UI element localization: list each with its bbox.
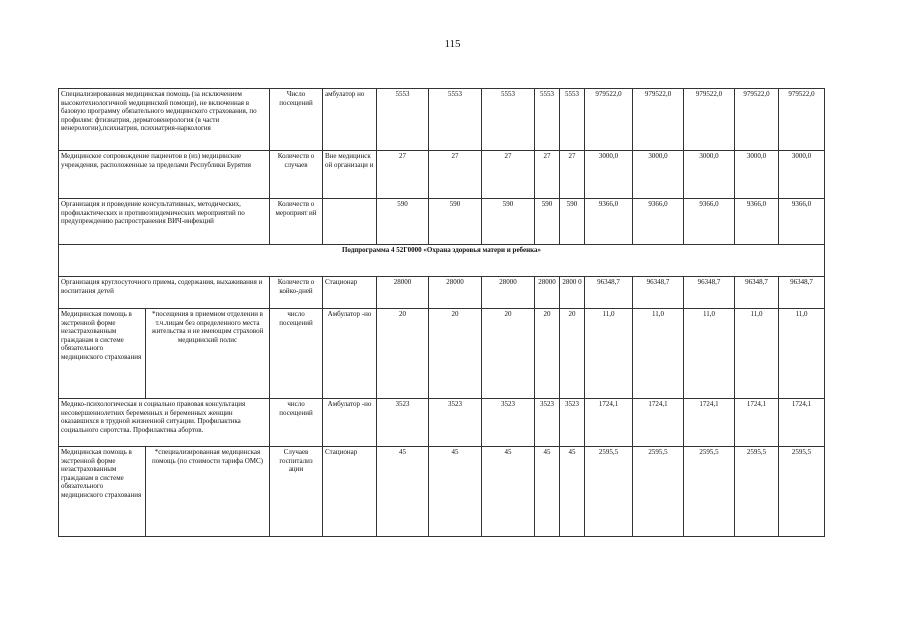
cost-cell: 96348,7: [779, 277, 825, 309]
condition-cell: Стационар: [323, 447, 377, 537]
service-detail: *посещения в приемном отделении в т.ч.лицам без определенного места жительства и не имеющим страховой медицинский полис: [146, 309, 270, 399]
volume-cell: 20: [429, 309, 482, 399]
cost-cell: 9366,0: [735, 199, 779, 245]
condition-cell: Стационар: [323, 277, 377, 309]
volume-cell: 3523: [482, 399, 535, 447]
cost-cell: 9366,0: [633, 199, 684, 245]
volume-cell: 27: [560, 151, 585, 199]
service-detail: *специализированная медицинская помощь (по стоимости тарифа ОМС): [146, 447, 270, 537]
cost-cell: 9366,0: [585, 199, 633, 245]
volume-cell: 3523: [535, 399, 560, 447]
data-table: [58, 88, 825, 537]
service-name: Медицинская помощь в экстренной форме незастрахованным гражданам в системе обязательного медицинского страхования: [59, 309, 146, 399]
volume-cell: 45: [429, 447, 482, 537]
table-row: [59, 199, 825, 245]
table-row: [59, 309, 825, 399]
volume-cell: 27: [429, 151, 482, 199]
table-row: [59, 89, 825, 151]
volume-cell: 28000: [535, 277, 560, 309]
cost-cell: 1724,1: [585, 399, 633, 447]
cost-cell: 9366,0: [684, 199, 735, 245]
volume-cell: 28000: [377, 277, 429, 309]
cost-cell: 3000,0: [684, 151, 735, 199]
cost-cell: 11,0: [585, 309, 633, 399]
volume-cell: 590: [535, 199, 560, 245]
volume-cell: 20: [482, 309, 535, 399]
service-name: Организация круглосуточного приема, содержания, выхаживания и воспитания детей: [59, 277, 270, 309]
section-row: [59, 245, 825, 277]
cost-cell: 9366,0: [779, 199, 825, 245]
condition-cell: Амбулатор -но: [323, 309, 377, 399]
unit-cell: Число посещений: [270, 89, 323, 151]
service-name: Организация и проведение консультативных, методических, профилактических и противоэпидемических мероприятий по предупреждению распространения ВИЧ-инфекций: [59, 199, 270, 245]
volume-cell: 590: [482, 199, 535, 245]
cost-cell: 11,0: [779, 309, 825, 399]
cost-cell: 11,0: [735, 309, 779, 399]
cost-cell: 96348,7: [585, 277, 633, 309]
cost-cell: 11,0: [633, 309, 684, 399]
volume-cell: 3523: [429, 399, 482, 447]
volume-cell: 5553: [535, 89, 560, 151]
cost-cell: 96348,7: [735, 277, 779, 309]
subprogram-heading: Подпрограмма 4 52Г0000 «Охрана здоровья матери и ребенка»: [59, 245, 825, 277]
volume-cell: 27: [377, 151, 429, 199]
cost-cell: 3000,0: [735, 151, 779, 199]
service-name: Медико-психологическая и социально правовая консультация несовершеннолетних беременных и беременных женщин оказавшихся в трудной жизненной ситуации. Профилактика социального сиротства. Профилактика абортов.: [59, 399, 270, 447]
volume-cell: 20: [535, 309, 560, 399]
cost-cell: 2595,5: [585, 447, 633, 537]
volume-cell: 590: [560, 199, 585, 245]
volume-cell: 45: [482, 447, 535, 537]
cost-cell: 2595,5: [684, 447, 735, 537]
cost-cell: 96348,7: [633, 277, 684, 309]
cost-cell: 3000,0: [779, 151, 825, 199]
volume-cell: 20: [377, 309, 429, 399]
cost-cell: 979522,0: [735, 89, 779, 151]
cost-cell: 979522,0: [684, 89, 735, 151]
volume-cell: 590: [377, 199, 429, 245]
cost-cell: 1724,1: [633, 399, 684, 447]
table-row: [59, 447, 825, 537]
volume-cell: 3523: [377, 399, 429, 447]
cost-cell: 11,0: [684, 309, 735, 399]
volume-cell: 3523: [560, 399, 585, 447]
service-name: Медицинское сопровождение пациентов в (из) медицинские учреждения, расположенные за пределами Республики Бурятия: [59, 151, 270, 199]
volume-cell: 28000: [482, 277, 535, 309]
cost-cell: 1724,1: [735, 399, 779, 447]
volume-cell: 45: [535, 447, 560, 537]
volume-cell: 28000: [429, 277, 482, 309]
volume-cell: 5553: [429, 89, 482, 151]
volume-cell: 27: [535, 151, 560, 199]
cost-cell: 2595,5: [633, 447, 684, 537]
cost-cell: 979522,0: [779, 89, 825, 151]
cost-cell: 979522,0: [585, 89, 633, 151]
page-number: 115: [444, 38, 461, 50]
cost-cell: 96348,7: [684, 277, 735, 309]
cost-cell: 3000,0: [585, 151, 633, 199]
volume-cell: 20: [560, 309, 585, 399]
table-row: [59, 277, 825, 309]
volume-cell: 5553: [482, 89, 535, 151]
volume-cell: 5553: [377, 89, 429, 151]
unit-cell: Случаев госпитализ ации: [270, 447, 323, 537]
cost-cell: 1724,1: [779, 399, 825, 447]
condition-cell: Вне медицинск ой организаци и: [323, 151, 377, 199]
unit-cell: число посещений: [270, 309, 323, 399]
table-row: [59, 399, 825, 447]
unit-cell: Количеств о мероприят ий: [270, 199, 323, 245]
service-name: Специализированная медицинская помощь (за исключением высокотехнологичной медицинской помощи), не включенная в базовую программу обязательного медицинского страхования, по профилям: фтизиатрия, дерматовенерология (в части венерологии),психиатрия, психиатрия-наркология: [59, 89, 270, 151]
service-name: Медицинская помощь в экстренной форме незастрахованным гражданам в системе обязательного медицинского страхования: [59, 447, 146, 537]
cost-cell: 2595,5: [779, 447, 825, 537]
condition-cell: амбулатор но: [323, 89, 377, 151]
unit-cell: Количеств о койко-дней: [270, 277, 323, 309]
unit-cell: число посещений: [270, 399, 323, 447]
condition-cell: [323, 199, 377, 245]
volume-cell: 590: [429, 199, 482, 245]
cost-cell: 3000,0: [633, 151, 684, 199]
volume-cell: 27: [482, 151, 535, 199]
cost-cell: 1724,1: [684, 399, 735, 447]
condition-cell: Амбулатор -но: [323, 399, 377, 447]
cost-cell: 979522,0: [633, 89, 684, 151]
volume-cell: 2800 0: [560, 277, 585, 309]
cost-cell: 2595,5: [735, 447, 779, 537]
volume-cell: 45: [377, 447, 429, 537]
volume-cell: 45: [560, 447, 585, 537]
unit-cell: Количеств о случаев: [270, 151, 323, 199]
volume-cell: 5553: [560, 89, 585, 151]
table-row: [59, 151, 825, 199]
